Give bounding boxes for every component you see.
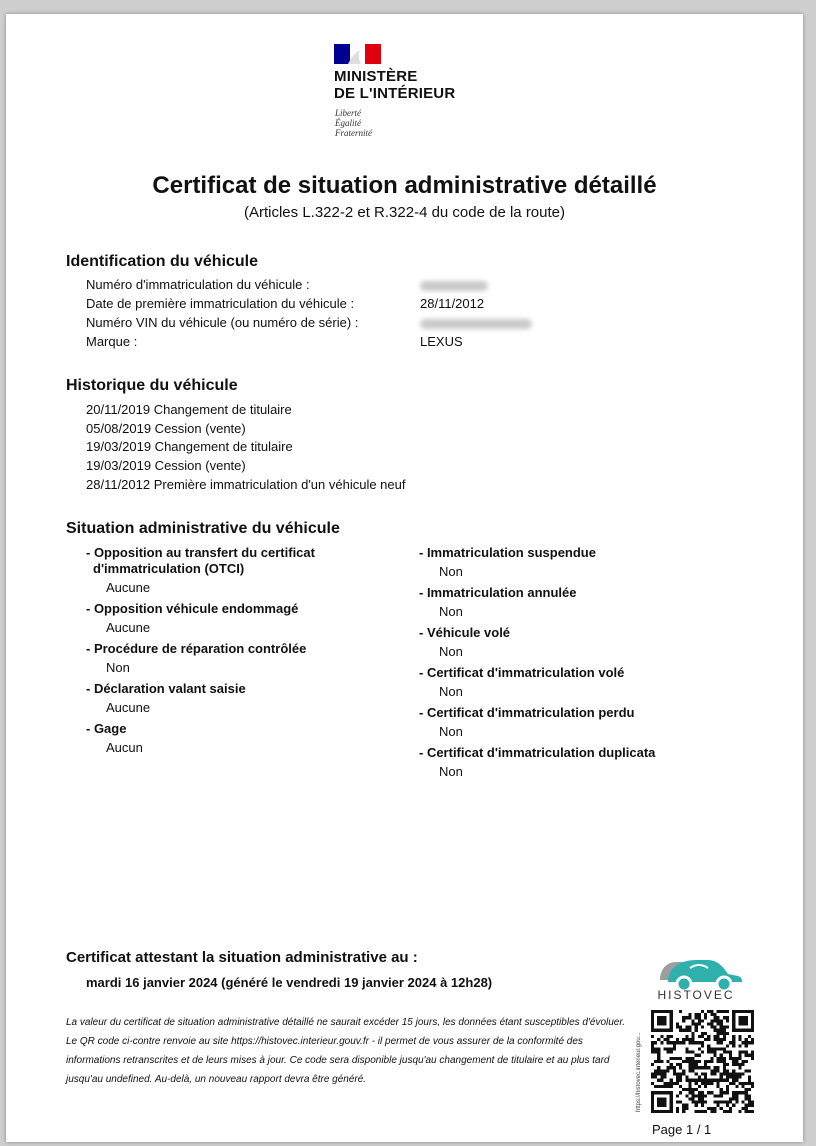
situation-label-damaged: - Opposition véhicule endommagé bbox=[86, 601, 299, 616]
certificate-date: mardi 16 janvier 2024 (généré le vendredi 19 janvier 2024 à 12h28) bbox=[86, 975, 493, 990]
situation-label-repair: - Procédure de réparation contrôlée bbox=[86, 641, 307, 656]
situation-value-seizure: Aucune bbox=[106, 700, 151, 715]
certificate-disclaimer: La valeur du certificat de situation administrative détaillé ne saurait excéder 15 jours, les données étant susceptibles d'évoluer. Le QR code ci-contre renvoie au site https://histovec.interieur.gouv.fr - il permet de vous assurer de la conformité des informations retranscrites et de leurs mises à jour. Ce code sera disponible jusqu'au changement de titulaire et au plus tard jusqu'au undefined. Au-delà, un nouveau rapport devra être généré. bbox=[66, 1017, 626, 1085]
situation-label-seizure: - Déclaration valant saisie bbox=[86, 681, 246, 696]
marianne-flag-icon bbox=[334, 44, 381, 64]
document-page bbox=[6, 14, 803, 1142]
situation-value-damaged: Aucune bbox=[106, 620, 151, 635]
situation-label-stolen-vehicle: - Véhicule volé bbox=[419, 625, 511, 640]
situation-value-stolen-cert: Non bbox=[439, 684, 463, 699]
situation-value-repair: Non bbox=[106, 660, 130, 675]
motto-egalite: Égalité bbox=[335, 118, 361, 128]
situation-heading: Situation administrative du véhicule bbox=[66, 520, 340, 537]
history-item: 20/11/2019 Changement de titulaire bbox=[86, 402, 292, 417]
situation-value-lost-cert: Non bbox=[439, 724, 463, 739]
id-label-vin: Numéro VIN du véhicule (ou numéro de série) : bbox=[86, 315, 359, 330]
situation-value-suspended: Non bbox=[439, 564, 463, 579]
history-item: 19/03/2019 Cession (vente) bbox=[86, 458, 246, 473]
id-label-registration: Numéro d'immatriculation du véhicule : bbox=[86, 277, 310, 292]
redacted-value bbox=[420, 319, 532, 329]
identification-heading: Identification du véhicule bbox=[66, 253, 259, 270]
id-label-first-registration: Date de première immatriculation du véhicule : bbox=[86, 296, 355, 311]
situation-label-duplicate-cert: - Certificat d'immatriculation duplicata bbox=[419, 745, 656, 760]
id-label-brand: Marque : bbox=[86, 334, 138, 349]
history-item: 05/08/2019 Cession (vente) bbox=[86, 421, 246, 436]
situation-value-pledge: Aucun bbox=[106, 740, 143, 755]
ministry-line-2: DE L'INTÉRIEUR bbox=[334, 85, 456, 102]
document-subtitle: (Articles L.322-2 et R.322-4 du code de la route) bbox=[243, 204, 565, 221]
qr-code[interactable] bbox=[651, 1010, 754, 1113]
republic-motto bbox=[335, 108, 372, 138]
situation-label-otci: - Opposition au transfert du certificat bbox=[86, 545, 315, 560]
id-value-registration bbox=[420, 277, 488, 293]
situation-value-stolen-vehicle: Non bbox=[439, 644, 463, 659]
id-value-vin bbox=[420, 315, 532, 331]
situation-value-duplicate-cert: Non bbox=[439, 764, 463, 779]
situation-label-pledge: - Gage bbox=[86, 721, 127, 736]
situation-label-lost-cert: - Certificat d'immatriculation perdu bbox=[419, 705, 635, 720]
redacted-value bbox=[420, 281, 488, 291]
ministry-name bbox=[334, 68, 455, 102]
certificate-heading: Certificat attestant la situation administrative au : bbox=[66, 949, 418, 966]
situation-value-otci: Aucune bbox=[106, 580, 151, 595]
histovec-name: HISTOVEC bbox=[657, 988, 735, 1002]
qr-side-url: https://histovec.interieur.gou... bbox=[636, 1032, 642, 1112]
history-item: 28/11/2012 Première immatriculation d'un véhicule neuf bbox=[86, 477, 406, 492]
situation-label-suspended: - Immatriculation suspendue bbox=[419, 545, 596, 560]
situation-value-cancelled: Non bbox=[439, 604, 463, 619]
motto-fraternite: Fraternité bbox=[335, 128, 372, 138]
situation-label-cancelled: - Immatriculation annulée bbox=[419, 585, 577, 600]
document-title: Certificat de situation administrative détaillé bbox=[152, 172, 657, 199]
ministry-line-1: MINISTÈRE bbox=[334, 68, 418, 85]
id-value-brand: LEXUS bbox=[420, 334, 463, 349]
motto-liberte: Liberté bbox=[335, 108, 361, 118]
situation-label-stolen-cert: - Certificat d'immatriculation volé bbox=[419, 665, 625, 680]
history-item: 19/03/2019 Changement de titulaire bbox=[86, 439, 293, 454]
history-heading: Historique du véhicule bbox=[66, 377, 238, 394]
page-number: Page 1 / 1 bbox=[652, 1122, 712, 1137]
situation-label-otci-2: d'immatriculation (OTCI) bbox=[93, 561, 245, 576]
id-value-first-registration: 28/11/2012 bbox=[420, 296, 485, 311]
